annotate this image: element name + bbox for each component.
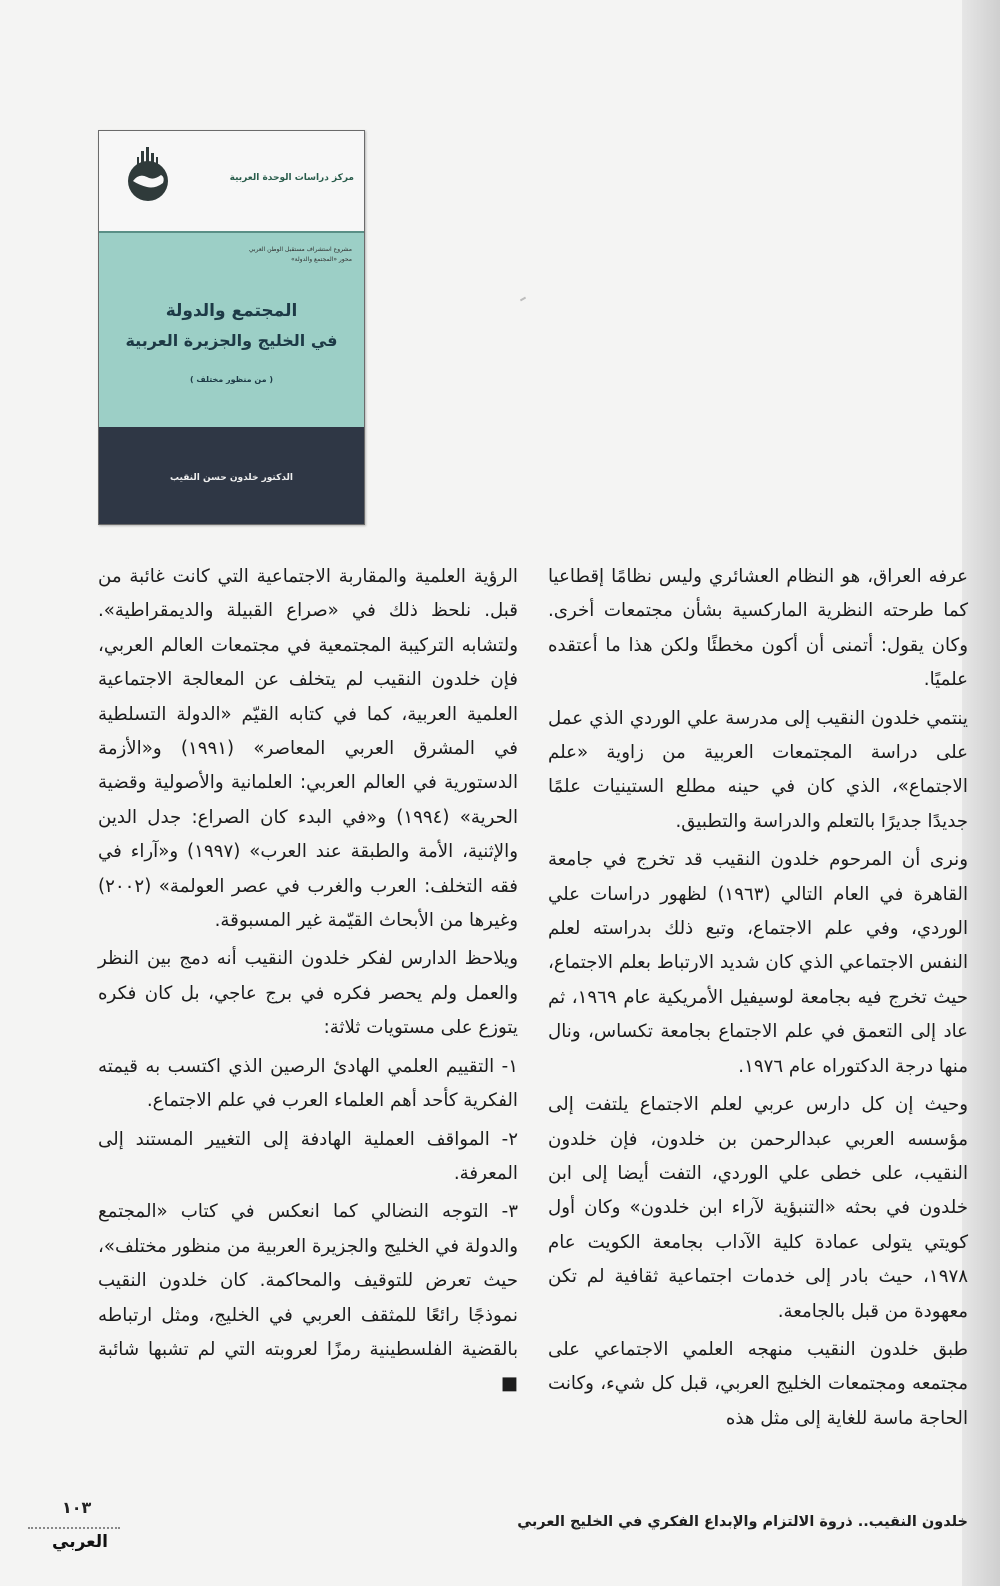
page-number: ١٠٣ <box>62 1498 92 1517</box>
footer-divider <box>28 1527 120 1529</box>
article-column-left <box>98 560 518 1402</box>
paragraph: عرفه العراق، هو النظام العشائري وليس نظامًا إقطاعيا كما طرحته النظرية الماركسية بشأن مجتمعات أخرى. وكان يقول: أتمنى أن أكون مخطئًا ولكن هذا ما أعتقده علميًا. <box>548 566 968 691</box>
magazine-name: العربي <box>52 1532 108 1552</box>
cover-title-panel <box>99 231 364 429</box>
cover-series-line1: مشروع استشراف مستقبل الوطن العربي <box>248 246 352 253</box>
running-footer-title: خلدون النقيب.. ذروة الالتزام والإبداع الفكري في الخليج العربي <box>517 1514 968 1530</box>
paragraph: طبق خلدون النقيب منهجه العلمي الاجتماعي على مجتمعه ومجتمعات الخليج العربي، قبل كل شيء، وكانت الحاجة ماسة للغاية إلى مثل هذه <box>548 1338 968 1429</box>
list-item: ٣- التوجه النضالي كما انعكس في كتاب «المجتمع والدولة في الخليج والجزيرة العربية من منظور مختلف»، حيث تعرض للتوقيف والمحاكمة. كان خلدون النقيب نموذجًا رائعًا للمثقف العربي في الخليج، ومثل ارتباطه بالقضية الفلسطينية رمزًا لعروبته التي لم تشبها شائبة ■ <box>98 1201 518 1395</box>
cover-author: الدكتور خلدون حسن النقيب <box>170 473 293 483</box>
article-column-right <box>548 560 968 1436</box>
cover-series-line2: محور «المجتمع والدولة» <box>290 256 352 263</box>
paragraph: الرؤية العلمية والمقاربة الاجتماعية التي كانت غائبة من قبل. نلحظ ذلك في «صراع القبيلة والديمقراطية». ولتشابه التركيبة المجتمعية في مجتمعات العالم العربي، فإن خلدون النقيب لم يتخلف عن المعالجة الاجتماعية العلمية العربية، كما في كتابه القيّم «الدولة التسلطية في المشرق العربي المعاصر» (١٩٩١) و«الأزمة الدستورية في العالم العربي: العلمانية والأصولية وقضية الحرية» (١٩٩٤) و«في البدء كان الصراع: جدل الدين والإثنية، الأمة والطبقة عند العرب» (١٩٩٧) و«آراء في فقه التخلف: العرب والغرب في عصر العولمة» (٢٠٠٢) وغيرها من الأبحاث القيّمة غير المسبوقة. <box>98 566 518 932</box>
cover-publisher: مركز دراسات الوحدة العربية <box>229 173 354 183</box>
publisher-logo-icon <box>119 145 177 203</box>
list-item: ٢- المواقف العملية الهادفة إلى التغيير المستند إلى المعرفة. <box>98 1128 518 1184</box>
paragraph: وحيث إن كل دارس عربي لعلم الاجتماع يلتفت إلى مؤسسه العربي عبدالرحمن بن خلدون، فإن خلدون النقيب، على خطى علي الوردي، التفت أيضا إلى ابن خلدون في بحثه «التنبؤية لآراء ابن خلدون» وكان أول كويتي يتولى عمادة كلية الآداب بجامعة الكويت عام ١٩٧٨، حيث بادر إلى خدمات اجتماعية ثقافية لم تكن معهودة من قبل بالجامعة. <box>548 1094 968 1322</box>
cover-title-line1: المجتمع والدولة <box>165 301 298 321</box>
cover-author-panel <box>99 427 364 524</box>
cover-series <box>152 245 352 265</box>
paragraph: ينتمي خلدون النقيب إلى مدرسة علي الوردي الذي عمل على دراسة المجتمعات العربية من زاوية «علم الاجتماع»، الذي كان في حينه مطلع الستينيات علمًا جديدًا جديرًا بالتعلم والدراسة والتطبيق. <box>548 707 968 832</box>
list-item: ١- التقييم العلمي الهادئ الرصين الذي اكتسب به قيمته الفكرية كأحد أهم العلماء العرب في علم الاجتماع. <box>98 1055 518 1112</box>
book-cover <box>98 130 365 525</box>
cover-header <box>99 131 364 231</box>
cover-title-line2: في الخليج والجزيرة العربية <box>125 331 338 350</box>
paragraph: ويلاحظ الدارس لفكر خلدون النقيب أنه دمج بين النظر والعمل ولم يحصر فكره في برج عاجي، بل كان فكره يتوزع على مستويات ثلاثة: <box>98 948 518 1039</box>
cover-subtitle: ( من منظور مختلف ) <box>189 375 273 384</box>
paragraph: ونرى أن المرحوم خلدون النقيب قد تخرج في جامعة القاهرة في العام التالي (١٩٦٣) لظهور دراسات علي الوردي، وفي علم الاجتماع، وتبع ذلك بدراسته لعلم النفس الاجتماعي الذي كان شديد الارتباط بعلم الاجتماع، حيث تخرج فيه بجامعة لوسيفيل الأمريكية عام ١٩٦٩، ثم عاد إلى التعمق في علم الاجتماع بجامعة تكساس، ونال منها درجة الدكتوراه عام ١٩٧٦. <box>548 849 968 1077</box>
